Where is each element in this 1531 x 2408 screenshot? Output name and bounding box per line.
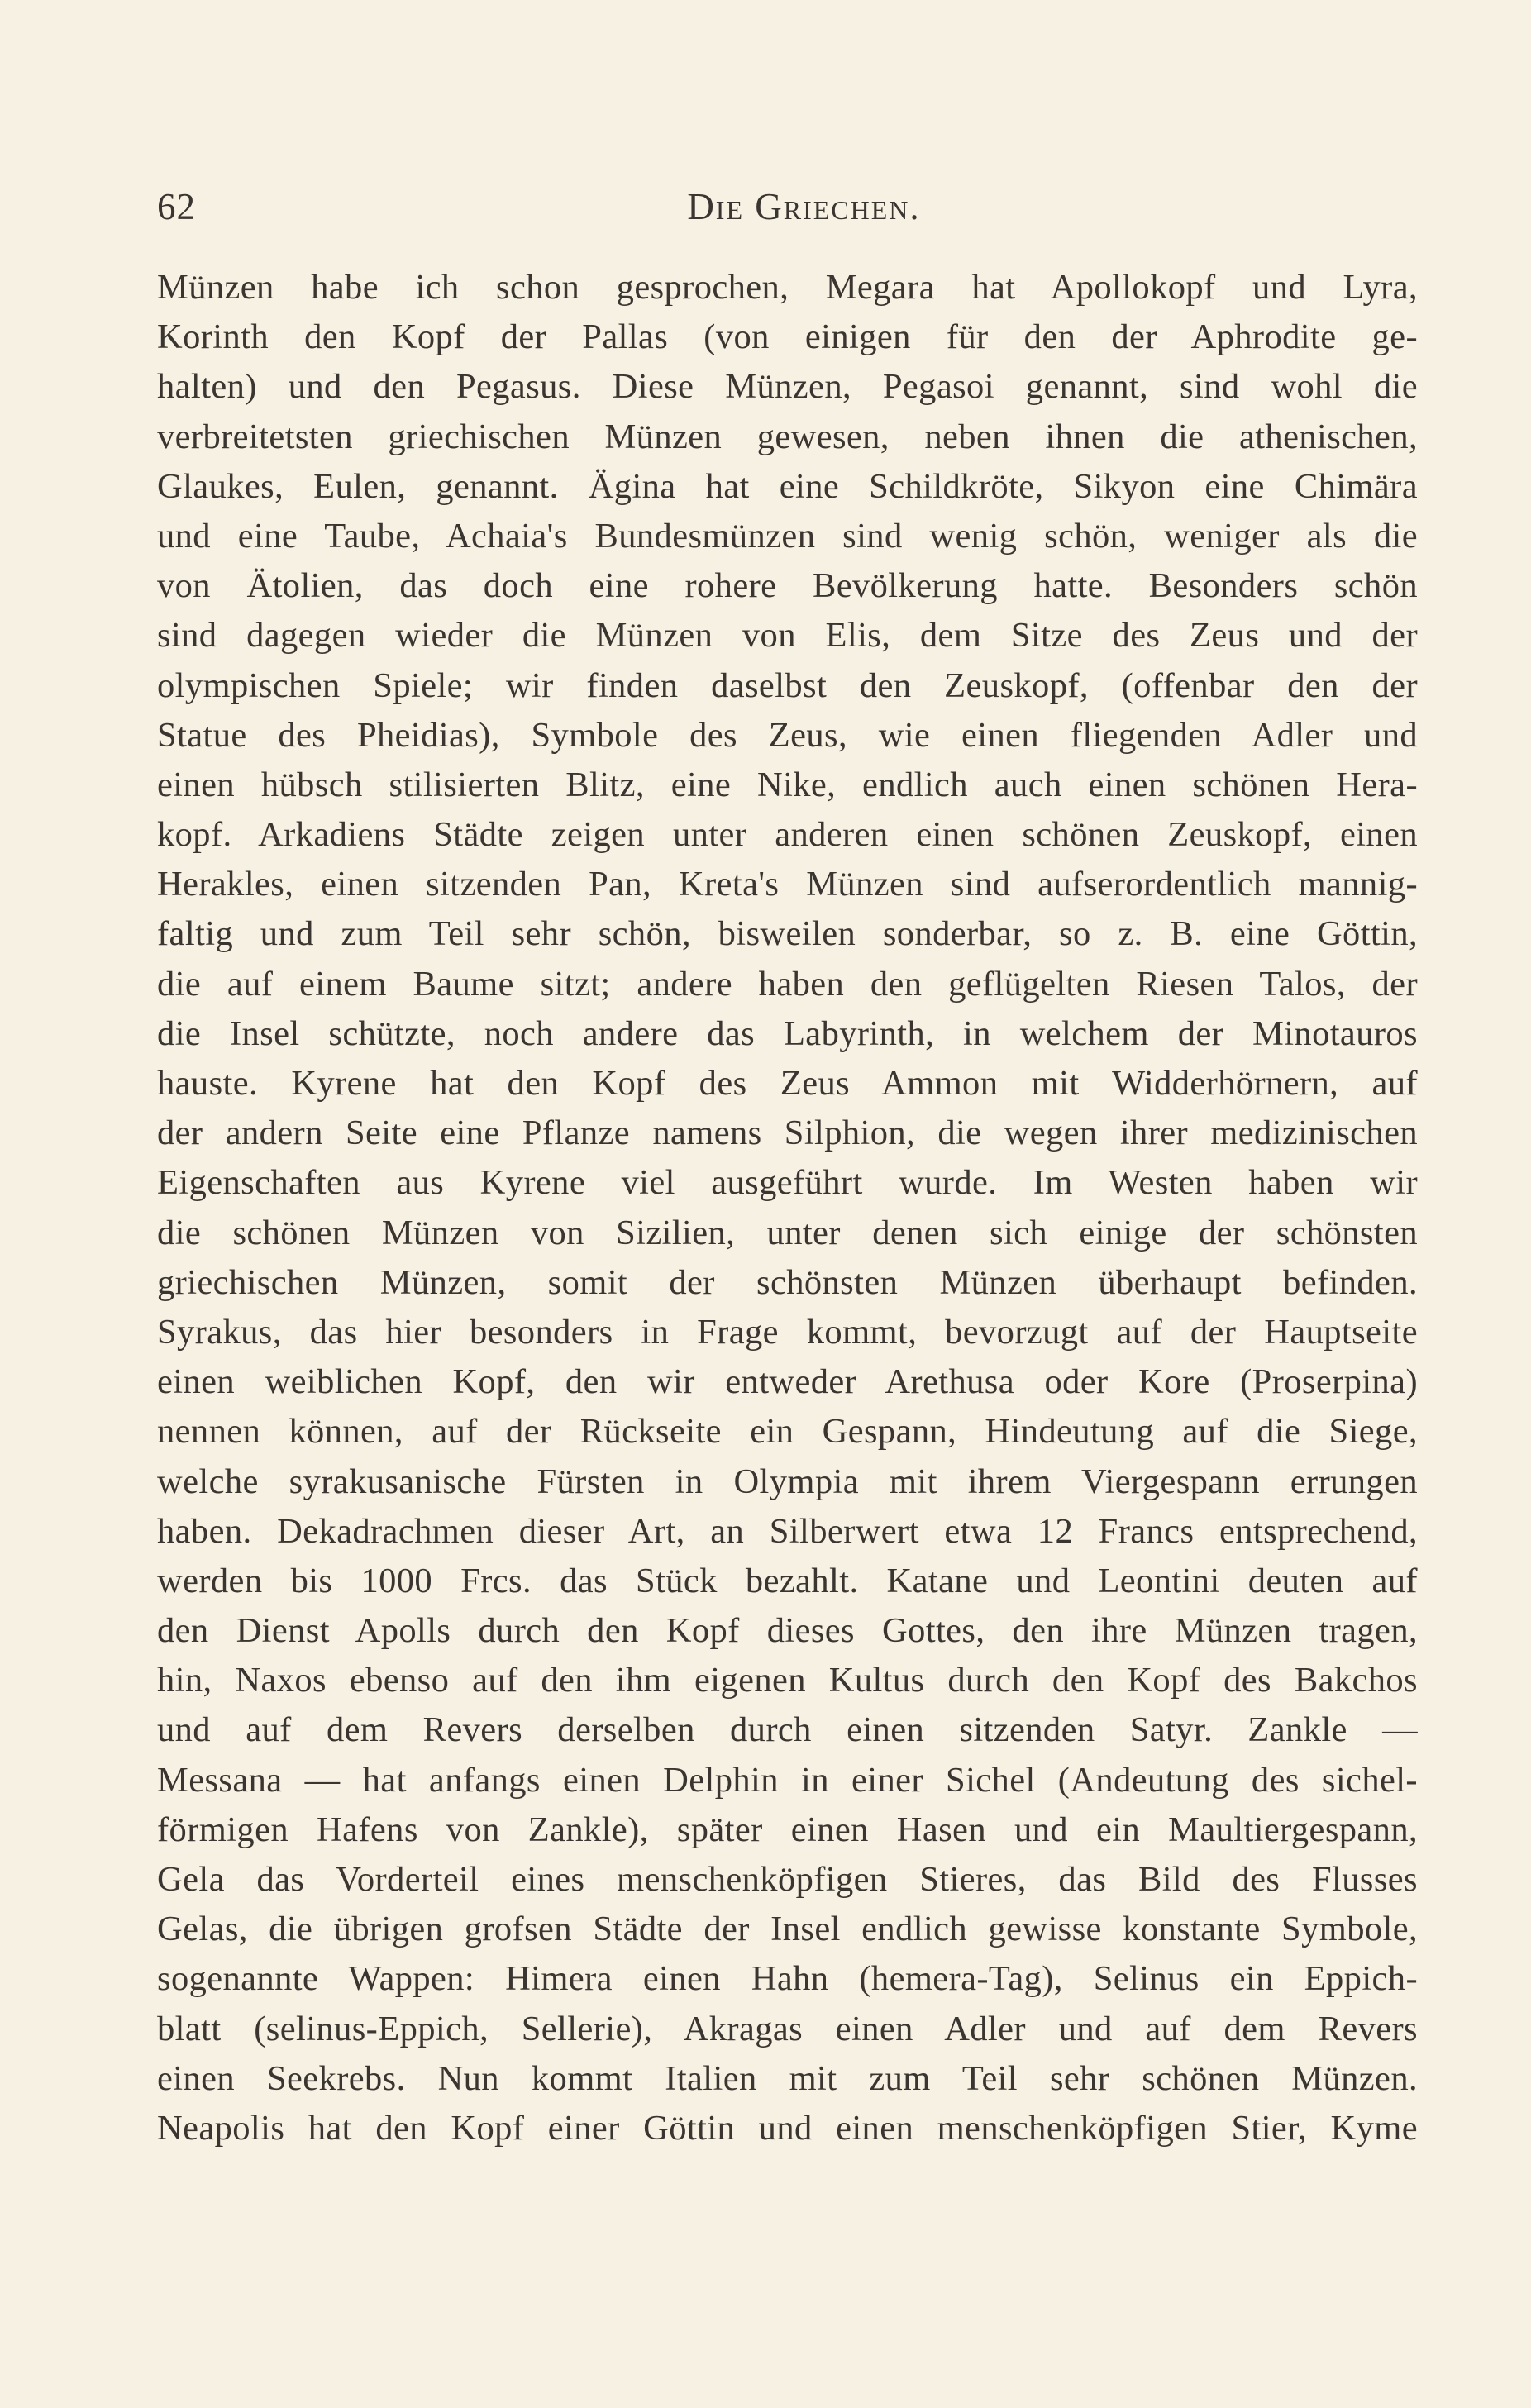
text-line: verbreitetsten griechischen Münzen gewesen, neben ihnen die athenischen,: [157, 417, 1418, 456]
text-line: Gelas, die übrigen grofsen Städte der Insel endlich gewisse konstante Symbole,: [157, 1910, 1418, 1949]
text-line: blatt (selinus-Eppich, Sellerie), Akragas einen Adler und auf dem Revers: [157, 2009, 1418, 2048]
text-line: faltig und zum Teil sehr schön, bisweilen sonderbar, so z. B. eine Göttin,: [157, 914, 1418, 954]
body-text: [157, 263, 1418, 2153]
text-line: sind dagegen wieder die Münzen von Elis, dem Sitze des Zeus und der: [157, 616, 1418, 656]
text-line: Statue des Pheidias), Symbole des Zeus, wie einen fliegenden Adler und: [157, 715, 1418, 755]
running-head: [157, 184, 1418, 230]
page-number: 62: [157, 186, 196, 227]
text-line: die Insel schützte, noch andere das Labyrinth, in welchem der Minotauros: [157, 1013, 1418, 1053]
text-line: hauste. Kyrene hat den Kopf des Zeus Ammon mit Widderhörnern, auf: [157, 1064, 1418, 1103]
text-line: einen Seekrebs. Nun kommt Italien mit zum Teil sehr schönen Münzen.: [157, 2058, 1418, 2098]
text-line: der andern Seite eine Pflanze namens Silphion, die wegen ihrer medizinischen: [157, 1113, 1418, 1153]
text-line: förmigen Hafens von Zankle), später einen Hasen und ein Maultiergespann,: [157, 1810, 1418, 1849]
text-line: Eigenschaften aus Kyrene viel ausgeführt wurde. Im Westen haben wir: [157, 1163, 1418, 1203]
text-line: Messana — hat anfangs einen Delphin in einer Sichel (Andeutung des sichel-: [157, 1760, 1418, 1800]
running-title: Die Griechen.: [687, 186, 921, 227]
text-line: einen weiblichen Kopf, den wir entweder Arethusa oder Kore (Proserpina): [157, 1362, 1418, 1402]
text-line: einen hübsch stilisierten Blitz, eine Nike, endlich auch einen schönen Hera-: [157, 765, 1418, 804]
text-line: welche syrakusanische Fürsten in Olympia mit ihrem Viergespann errungen: [157, 1461, 1418, 1501]
text-line: Korinth den Kopf der Pallas (von einigen für den der Aphrodite ge-: [157, 317, 1418, 357]
text-line: Neapolis hat den Kopf einer Göttin und einen menschenköpfigen Stier, Kyme: [157, 2108, 1418, 2148]
text-line: werden bis 1000 Frcs. das Stück bezahlt. Katane und Leontini deuten auf: [157, 1561, 1418, 1600]
text-line: Syrakus, das hier besonders in Frage kommt, bevorzugt auf der Hauptseite: [157, 1312, 1418, 1352]
text-line: und eine Taube, Achaia's Bundesmünzen sind wenig schön, weniger als die: [157, 516, 1418, 556]
text-line: die auf einem Baume sitzt; andere haben den geflügelten Riesen Talos, der: [157, 964, 1418, 1004]
text-line: sogenannte Wappen: Himera einen Hahn (hemera-Tag), Selinus ein Eppich-: [157, 1959, 1418, 1999]
text-line: olympischen Spiele; wir finden daselbst den Zeuskopf, (offenbar den der: [157, 665, 1418, 705]
text-line: und auf dem Revers derselben durch einen sitzenden Satyr. Zankle —: [157, 1710, 1418, 1750]
text-line: kopf. Arkadiens Städte zeigen unter anderen einen schönen Zeuskopf, einen: [157, 815, 1418, 855]
text-line: Herakles, einen sitzenden Pan, Kreta's Münzen sind aufserordentlich mannig-: [157, 865, 1418, 904]
text-line: die schönen Münzen von Sizilien, unter denen sich einige der schönsten: [157, 1213, 1418, 1252]
text-line: Gela das Vorderteil eines menschenköpfigen Stieres, das Bild des Flusses: [157, 1860, 1418, 1899]
text-line: halten) und den Pegasus. Diese Münzen, Pegasoi genannt, sind wohl die: [157, 367, 1418, 407]
text-line: nennen können, auf der Rückseite ein Gespann, Hindeutung auf die Siege,: [157, 1412, 1418, 1452]
text-line: Glaukes, Eulen, genannt. Ägina hat eine Schildkröte, Sikyon eine Chimära: [157, 466, 1418, 506]
text-line: haben. Dekadrachmen dieser Art, an Silberwert etwa 12 Francs entsprechend,: [157, 1511, 1418, 1551]
text-line: hin, Naxos ebenso auf den ihm eigenen Kultus durch den Kopf des Bakchos: [157, 1661, 1418, 1700]
text-line: den Dienst Apolls durch den Kopf dieses Gottes, den ihre Münzen tragen,: [157, 1611, 1418, 1651]
text-line: von Ätolien, das doch eine rohere Bevölkerung hatte. Besonders schön: [157, 566, 1418, 606]
text-line: griechischen Münzen, somit der schönsten Münzen überhaupt befinden.: [157, 1262, 1418, 1302]
text-line: Münzen habe ich schon gesprochen, Megara hat Apollokopf und Lyra,: [157, 268, 1418, 307]
